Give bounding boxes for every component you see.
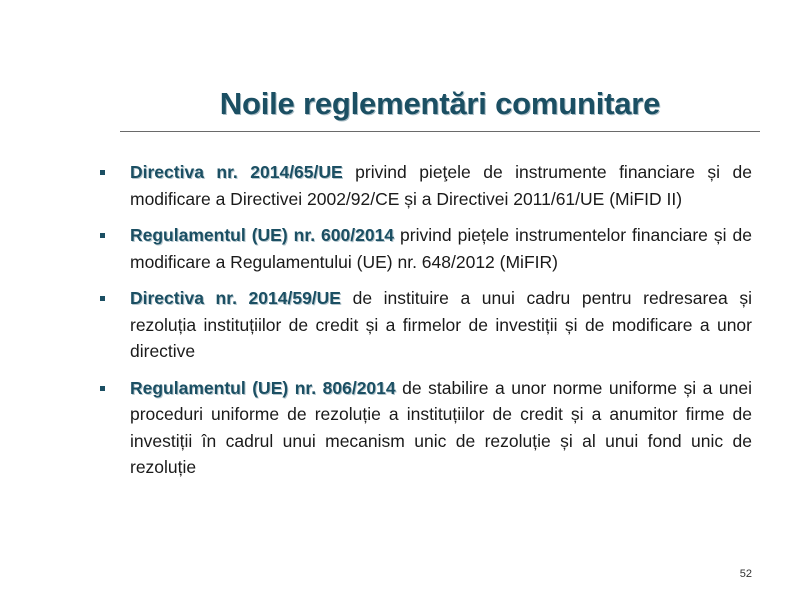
slide-title: Noile reglementări comunitare [219, 86, 661, 121]
regulation-list [100, 159, 752, 491]
square-bullet-icon [100, 386, 105, 391]
square-bullet-icon [100, 296, 105, 301]
regulation-description: de stabilire a unor norme uniforme și a unei proceduri uniforme de rezoluție a instituțiilor de credit și a anumitor firme de investiții în cadrul unui mecanism unic de rezoluție și al unui fond unic de rezoluție [130, 377, 752, 477]
bullet-item [100, 159, 752, 212]
regulation-description: de instituire a unui cadru pentru redresarea și rezoluția instituțiilor de credit și a firmelor de investiții și de modificare a unor directive [130, 288, 752, 361]
regulation-reference: Regulamentul (UE) nr. 806/2014 [130, 377, 396, 398]
bullet-item [100, 222, 752, 275]
bullet-item [100, 375, 752, 481]
regulation-description: privind pieţele de instrumente financiare și de modificare a Directivei 2002/92/CE și a Directivei 2011/61/UE (MiFID II) [130, 162, 752, 209]
page-number: 52 [739, 568, 752, 580]
square-bullet-icon [100, 233, 105, 238]
regulation-description: privind piețele instrumentelor financiare și de modificare a Regulamentului (UE) nr. 648/2012 (MiFIR) [130, 225, 752, 272]
regulation-reference: Directiva nr. 2014/65/UE [130, 162, 343, 182]
regulation-reference: Directiva nr. 2014/59/UE [130, 288, 341, 308]
bullet-item [100, 285, 752, 365]
title-divider [120, 131, 760, 132]
square-bullet-icon [100, 170, 105, 175]
regulation-reference: Regulamentul (UE) nr. 600/2014 [130, 225, 395, 245]
